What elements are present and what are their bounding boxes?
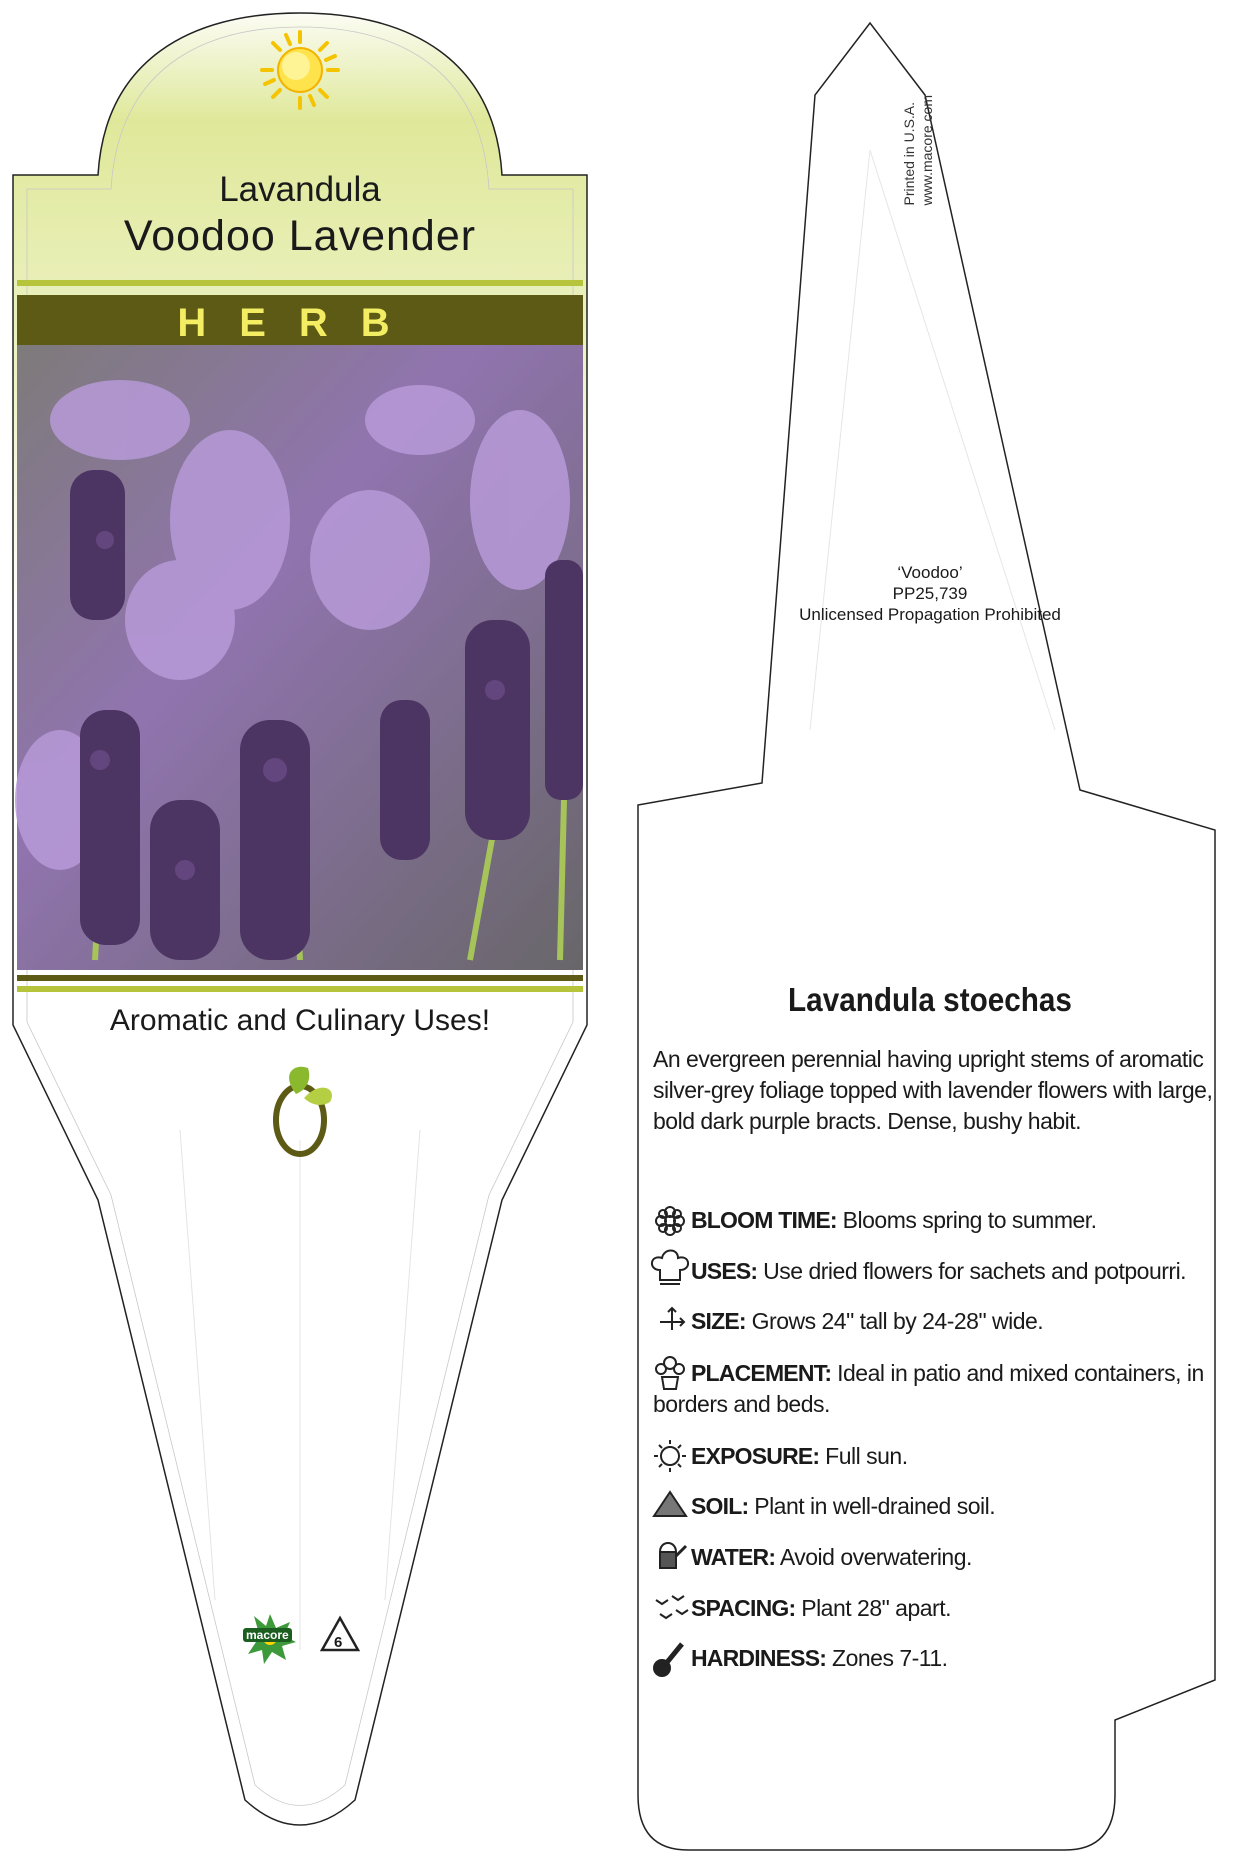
sun-icon [262, 32, 338, 108]
care-text: Use dried flowers for sachets and potpourri. [757, 1258, 1187, 1284]
plant-description: An evergreen perennial having upright stems of aromatic silver-grey foliage topped with lavender flowers with large, bold dark purple bracts. Dense, bushy habit. [653, 1046, 1213, 1134]
printed-website: www.macore.com [919, 95, 935, 206]
species-title: Lavandula stoechas [788, 981, 1072, 1018]
care-label: SOIL: [691, 1493, 749, 1519]
care-text: Ideal in patio and mixed containers, in borders and beds. [653, 1360, 1204, 1417]
lavender-photo [15, 345, 583, 970]
tagline: Aromatic and Culinary Uses! [109, 1004, 491, 1037]
care-placement [653, 1357, 1213, 1420]
plant-variety-name: Voodoo Lavender [123, 212, 477, 260]
propagation-notice: Unlicensed Propagation Prohibited [799, 605, 1061, 624]
care-text: Zones 7-11. [826, 1645, 948, 1671]
recycle-code: 6 [334, 1634, 343, 1651]
care-exposure [653, 1440, 1213, 1472]
care-hardiness [653, 1642, 1213, 1674]
care-label: USES: [691, 1258, 758, 1284]
care-text: Plant 28" apart. [795, 1595, 951, 1621]
leaf-icon [276, 1067, 332, 1154]
care-label: WATER: [691, 1544, 776, 1570]
care-label: PLACEMENT: [691, 1360, 832, 1386]
care-water [653, 1541, 1213, 1573]
care-spacing [653, 1592, 1213, 1624]
plant-genus: Lavandula [219, 170, 381, 209]
care-text: Avoid overwatering. [775, 1544, 972, 1570]
care-soil [653, 1490, 1213, 1522]
care-label: EXPOSURE: [691, 1443, 820, 1469]
care-label: BLOOM TIME: [691, 1207, 837, 1233]
care-label: SPACING: [691, 1595, 796, 1621]
care-uses [653, 1255, 1213, 1287]
back-tag [638, 23, 1215, 1850]
care-label: SIZE: [691, 1308, 746, 1334]
patent-block [755, 562, 1105, 625]
care-text: Plant in well-drained soil. [748, 1493, 996, 1519]
care-text: Full sun. [819, 1443, 908, 1469]
cultivar-name: ‘Voodoo’ [897, 563, 963, 582]
care-label: HARDINESS: [691, 1645, 827, 1671]
printed-info [900, 95, 936, 205]
printed-country: Printed in U.S.A. [901, 101, 917, 206]
patent-number: PP25,739 [892, 584, 968, 603]
care-text: Grows 24" tall by 24-28" wide. [745, 1308, 1044, 1334]
category-label: HERB [177, 301, 423, 345]
brand-name: macore [243, 1628, 292, 1642]
care-bloom-time [653, 1204, 1213, 1236]
care-text: Blooms spring to summer. [836, 1207, 1097, 1233]
care-size [653, 1305, 1213, 1337]
